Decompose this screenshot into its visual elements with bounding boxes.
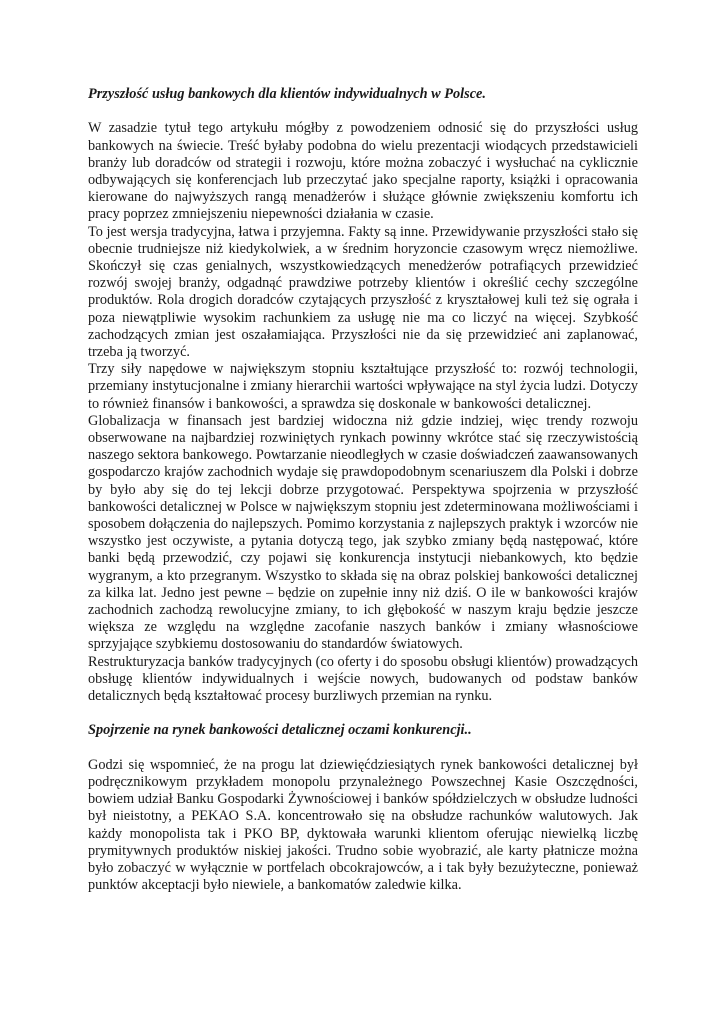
paragraph-6: Godzi się wspomnieć, że na progu lat dziewięćdziesiątych rynek bankowości detalicznej był podręcznikowym przykładem monopolu przynależnego Powszechnej Kasie Oszczędności, bowiem udział Banku Gospodarki Żywnościowej i banków spółdzielczych w obsłudze ludności był nieistotny, a PEKAO S.A. koncentrowało się na obsłudze rachunków walutowych. Jak każdy monopolista tak i PKO BP, dyktowała warunki klientom oferując niewielką liczbę prymitywnych produktów niskiej jakości. Trudno sobie wyobrazić, ale karty płatnicze można było zobaczyć w wyłącznie w portfelach obcokrajowców, a i tak były bezużyteczne, ponieważ punktów akceptacji było niewiele, a bankomatów zaledwie kilka. bbox=[88, 756, 638, 894]
section-2-title: Spojrzenie na rynek bankowości detalicznej oczami konkurencji.. bbox=[88, 722, 472, 739]
paragraph-5: Restrukturyzacja banków tradycyjnych (co oferty i do sposobu obsługi klientów) prowadzących obsługę klientów indywidualnych i wejście nowych, budowanych od podstaw banków detalicznych będą kształtować procesy burzliwych przemian na rynku. bbox=[88, 653, 638, 705]
section-1 bbox=[88, 86, 638, 705]
document-page bbox=[88, 86, 638, 895]
section-2 bbox=[88, 722, 638, 894]
paragraph-1: W zasadzie tytuł tego artykułu mógłby z powodzeniem odnosić się do przyszłości usług bankowych na świecie. Treść byłaby podobna do wielu prezentacji wiodących przedstawicieli branży lub doradców od strategii i rozwoju, które można zobaczyć i wysłuchać na cyklicznie odbywających się konferencjach lub przeczytać jako specjalne raporty, książki i opracowania kierowane do najwyższych rangą menadżerów i służące głównie zwiększeniu komfortu ich pracy poprzez zmniejszeniu niepewności działania w czasie. bbox=[88, 120, 638, 223]
section-divider bbox=[88, 705, 638, 722]
paragraph-2: To jest wersja tradycyjna, łatwa i przyjemna. Fakty są inne. Przewidywanie przyszłości stało się obecnie trudniejsze niż kiedykolwiek, a w średnim horyzoncie czasowym wręcz niemożliwe. Skończył się czas genialnych, wszystkowiedzących menedżerów potrafiących przewidzieć rozwój swojej branży, odgadnąć prawdziwe potrzeby klientów i określić cechy szczególne produktów. Rola drogich doradców czytających przyszłość z kryształowej kuli też się ograła i poza niewątpliwie wysokim rachunkiem za usługę nie ma co liczyć na więcej. Szybkość zachodzących zmian jest oszałamiająca. Przyszłości nie da się przewidzieć ani zaplanować, trzeba ją tworzyć. bbox=[88, 223, 638, 361]
paragraph-4: Globalizacja w finansach jest bardziej widoczna niż gdzie indziej, więc trendy rozwoju obserwowane na najbardziej rozwiniętych rynkach powinny wkrótce stać się rzeczywistością naszego sektora bankowego. Powtarzanie nieodległych w czasie doświadczeń zaawansowanych gospodarczo krajów zachodnich wydaje się prawdopodobnym scenariuszem dla Polski i dobrze by było aby się do tej lekcji dobrze przygotować. Perspektywa spojrzenia w przyszłość bankowości detalicznej w Polsce w największym stopniu jest zdeterminowana możliwościami i sposobem dołączenia do najlepszych. Pomimo korzystania z najlepszych praktyk i wzorców nie wszystko jest oczywiste, a pytania dotyczą tego, jak szybko zmiany będą następować, które banki będą przewodzić, czy pojawi się konkurencja instytucji niebankowych, kto będzie wygranym, a kto przegranym. Wszystko to składa się na obraz polskiej bankowości detalicznej za kilka lat. Jedno jest pewne – będzie on zupełnie inny niż dziś. O ile w bankowości krajów zachodnich zachodzą rewolucyjne zmiany, to ich głębokość w naszym kraju będzie jeszcze większa ze względu na względne zacofanie naszych banków i zmiany własnościowe sprzyjające szybkiemu dostosowaniu do standardów światowych. bbox=[88, 412, 638, 653]
section-1-title: Przyszłość usług bankowych dla klientów indywidualnych w Polsce. bbox=[88, 86, 486, 102]
paragraph-3: Trzy siły napędowe w największym stopniu kształtujące przyszłość to: rozwój technologii, przemiany instytucjonalne i zmiany hierarchii wartości wpływające na styl życia ludzi. Dotyczy to również finansów i bankowości, a sprawdza się doskonale w bankowości detalicznej. bbox=[88, 361, 638, 412]
